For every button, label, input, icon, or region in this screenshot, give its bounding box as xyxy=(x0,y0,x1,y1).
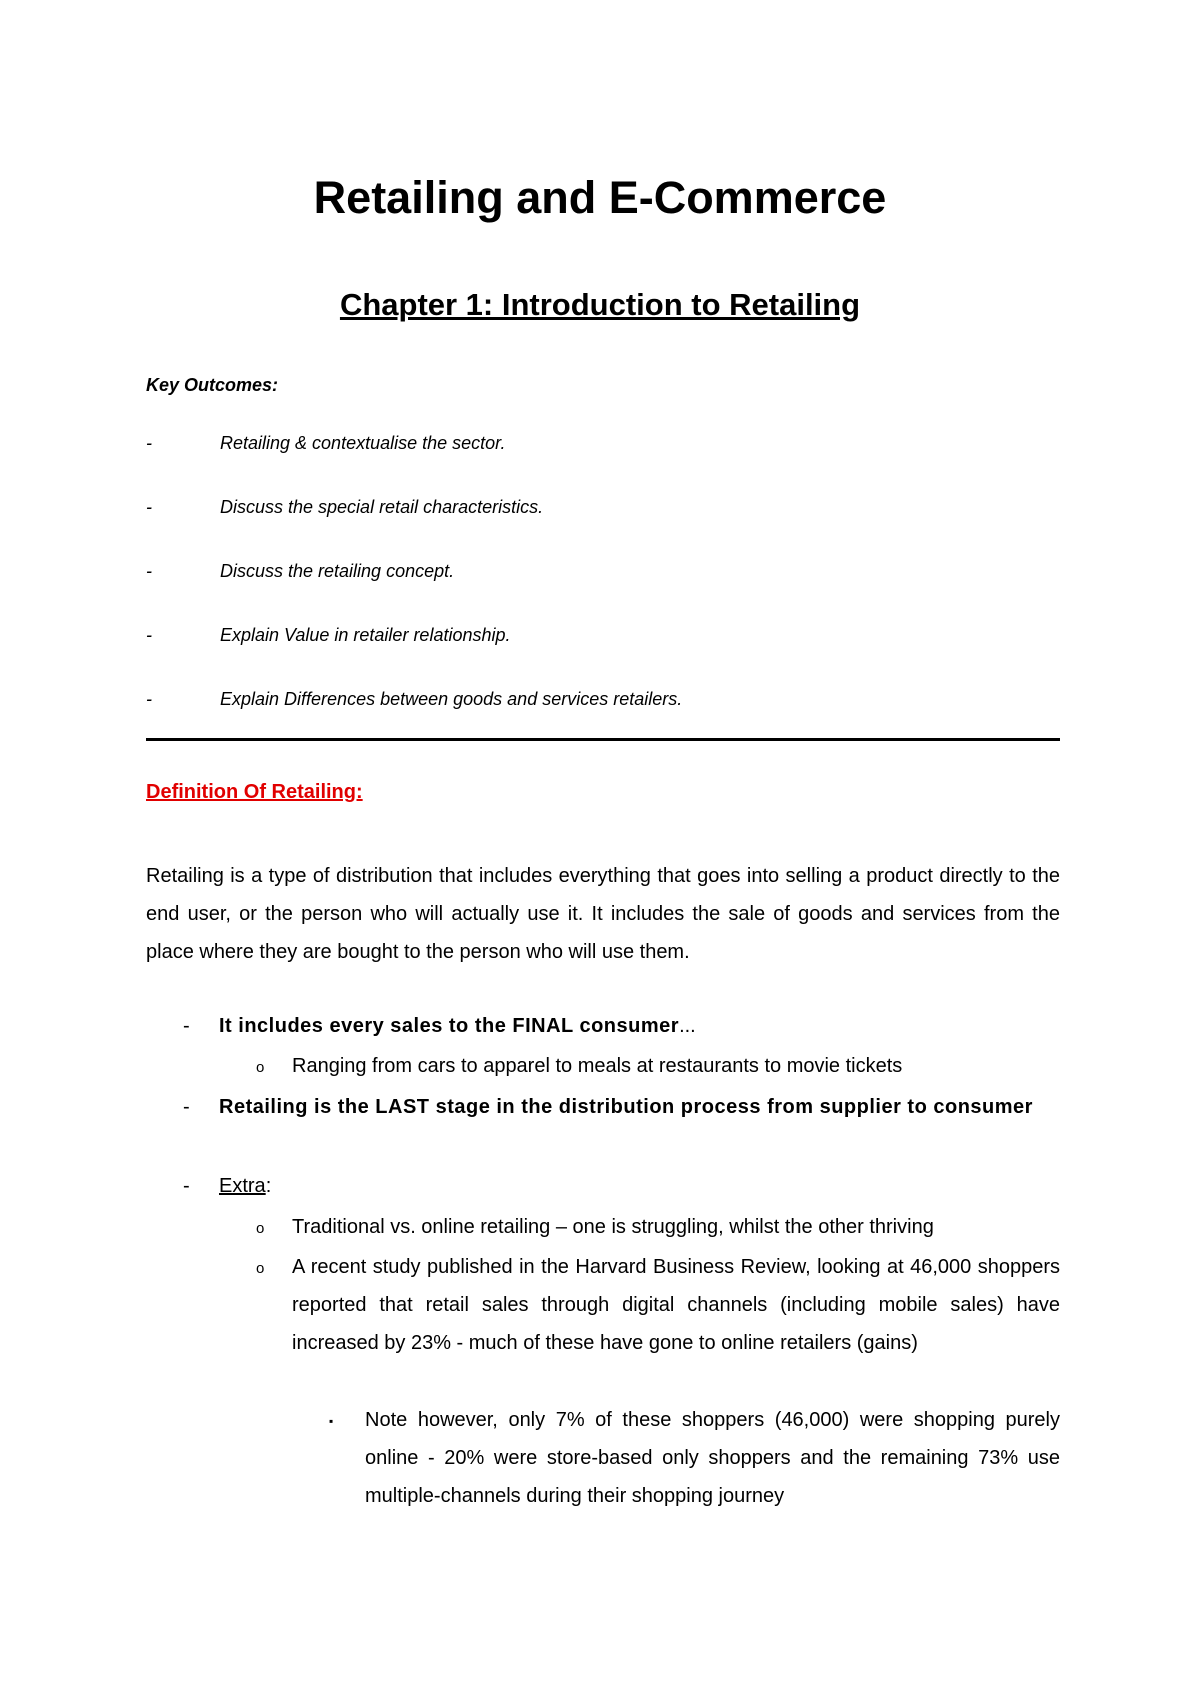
document-title: Retailing and E-Commerce xyxy=(313,172,887,223)
horizontal-divider xyxy=(146,738,1060,741)
bullet-ellipsis: ... xyxy=(679,1015,696,1037)
extra-label: Extra xyxy=(219,1175,266,1197)
sub-bullet-item: Traditional vs. online retailing – one is struggling, whilst the other thriving xyxy=(292,1216,934,1238)
outcome-text: Retailing & contextualise the sector. xyxy=(220,433,506,453)
dash-marker: - xyxy=(183,1096,190,1118)
chapter-heading: Chapter 1: Introduction to Retailing xyxy=(339,287,861,322)
dash-marker: - xyxy=(146,561,152,581)
circle-bullet-icon: o xyxy=(256,1059,265,1076)
outcome-text: Discuss the retailing concept. xyxy=(220,561,455,581)
outcome-text: Explain Differences between goods and services retailers. xyxy=(220,689,683,709)
extra-colon: : xyxy=(265,1175,272,1197)
dash-marker: - xyxy=(146,625,152,645)
definition-heading: Definition Of Retailing: xyxy=(146,781,363,803)
dash-marker: - xyxy=(183,1175,190,1197)
outcome-text: Discuss the special retail characteristics. xyxy=(220,497,544,517)
bullet-item xyxy=(219,1007,1060,1045)
circle-bullet-icon: o xyxy=(256,1260,265,1277)
dash-marker: - xyxy=(183,1015,190,1037)
sub-bullet-item: Ranging from cars to apparel to meals at restaurants to movie tickets xyxy=(292,1055,903,1077)
bullet-bold-text: It includes every sales to the FINAL consumer xyxy=(219,1015,680,1037)
outcome-item xyxy=(146,625,511,646)
dash-marker: - xyxy=(146,689,152,709)
outcome-item xyxy=(146,433,506,454)
definition-paragraph: Retailing is a type of distribution that includes everything that goes into selling a product directly to the end user, or the person who will actually use it. It includes the sale of goods and services from the place where they are bought to the person who will use them. xyxy=(146,865,1060,963)
bullet-item: Retailing is the LAST stage in the distribution process from supplier to consumer xyxy=(219,1096,1033,1118)
dash-marker: - xyxy=(146,497,152,517)
key-outcomes-heading: Key Outcomes: xyxy=(146,375,279,395)
circle-bullet-icon: o xyxy=(256,1220,265,1237)
dash-marker: - xyxy=(146,433,152,453)
square-bullet-icon: ▪ xyxy=(329,1414,334,1428)
outcome-text: Explain Value in retailer relationship. xyxy=(220,625,511,645)
outcome-item xyxy=(146,689,682,710)
bullet-item xyxy=(219,1167,1060,1205)
sub-bullet-item: A recent study published in the Harvard Business Review, looking at 46,000 shoppers reported that retail sales through digital channels (including mobile sales) have increased by 23% - much of these have gone to online retailers (gains) xyxy=(292,1256,1060,1354)
outcome-item xyxy=(146,497,543,518)
outcome-item xyxy=(146,561,454,582)
nested-sub-bullet-item: Note however, only 7% of these shoppers (46,000) were shopping purely online - 20% were store-based only shoppers and the remaining 73% use multiple-channels during their shopping journey xyxy=(365,1409,1060,1507)
